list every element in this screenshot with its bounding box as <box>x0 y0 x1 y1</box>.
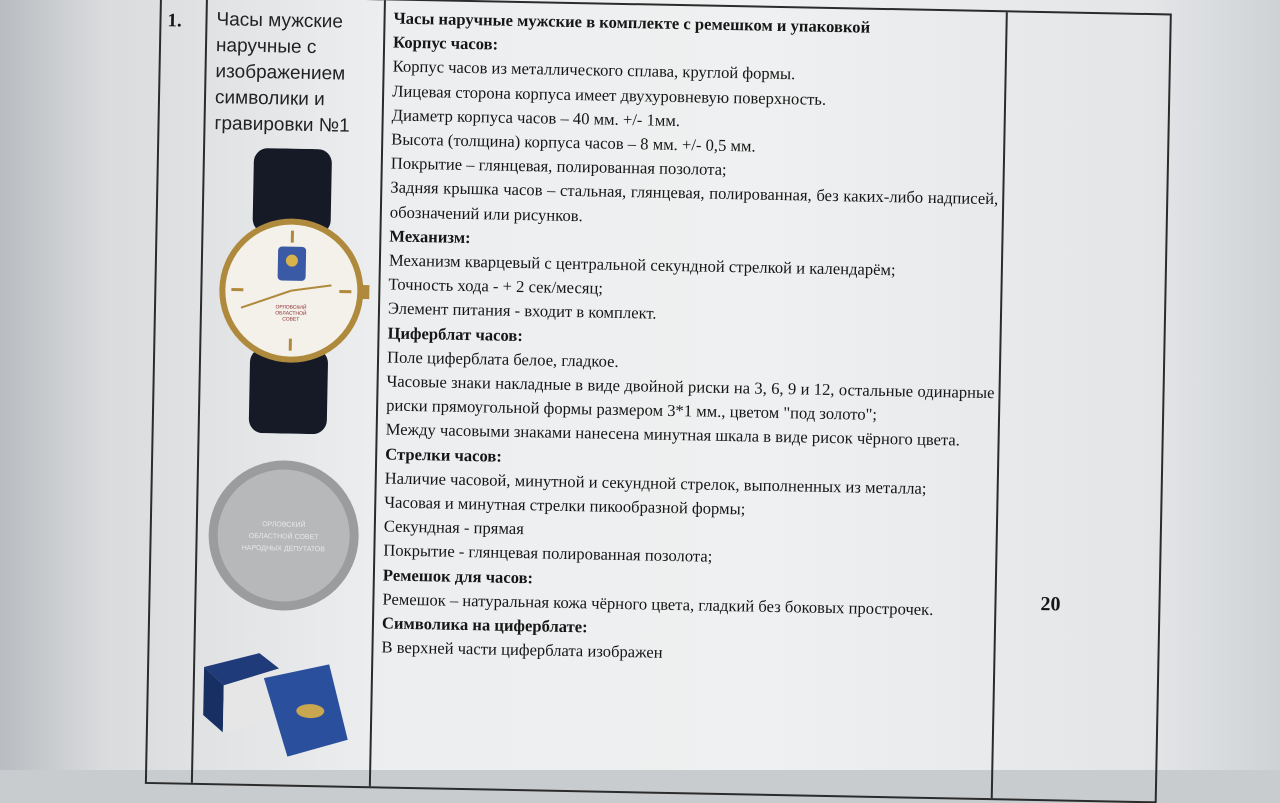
spec-line: Высота (толщина) корпуса часов – 8 мм. +/- 0,5 мм. <box>391 128 999 164</box>
quantity: 20 <box>1037 593 1061 799</box>
section-heading: Символика на циферблате: <box>382 612 990 648</box>
spec-line: Ремешок – натуральная кожа чёрного цвета, гладкий без боковых прострочек. <box>382 587 990 623</box>
spec-table <box>145 0 1172 803</box>
section-heading: Стрелки часов: <box>385 442 993 478</box>
spec-line: Часовые знаки накладные в виде двойной риски на 3, 6, 9 и 12, остальные одинарные риски прямоугольной формы размером 3*1 мм., цветом "под золото"; <box>386 370 995 430</box>
spec-line: Часовая и минутная стрелки пикообразной формы; <box>384 491 992 527</box>
spec-line: Покрытие – глянцевая, полированная позолота; <box>391 152 999 188</box>
dial-text-3: СОВЕТ <box>282 316 299 322</box>
spec-line: Задняя крышка часов – стальная, глянцевая, полированная, без каких-либо надписей, обозначений или рисунков. <box>390 176 999 236</box>
spec-line: Механизм кварцевый с центральной секундной стрелкой и календарём; <box>389 249 997 285</box>
spec-line: Секундная - прямая <box>384 515 992 551</box>
spec-line: Диаметр корпуса часов – 40 мм. +/- 1мм. <box>391 103 999 139</box>
spec-line: Корпус часов из металлического сплава, круглой формы. <box>392 55 1000 91</box>
spec-line: Между часовыми знаками нанесена минутная шкала в виде рисок чёрного цвета. <box>385 418 993 454</box>
section-heading: Ремешок для часов: <box>383 563 991 599</box>
dial-text-2: ОБЛАСТНОЙ <box>275 308 307 317</box>
case-back-photo <box>205 457 363 615</box>
case-back-text-1: ОРЛОВСКИЙ <box>262 519 306 529</box>
item-name: Часы мужские наручные с изображением символики и гравировки №1 <box>202 7 377 786</box>
case-back-text-2: ОБЛАСТНОЙ СОВЕТ <box>249 531 320 541</box>
case-back-text-3: НАРОДНЫХ ДЕПУТАТОВ <box>242 545 326 554</box>
spec-line: Элемент питания - входит в комплект. <box>388 297 996 333</box>
dial-text-1: ОРЛОВСКИЙ <box>275 302 307 311</box>
spec-line: В верхней части циферблата изображен <box>381 636 989 672</box>
section-heading: Корпус часов: <box>393 31 1001 67</box>
spec-line: Точность хода - + 2 сек/месяц; <box>388 273 996 309</box>
gift-box-photo <box>197 637 359 760</box>
spec-line: Наличие часовой, минутной и секундной стрелок, выполненных из металла; <box>385 466 993 502</box>
description-cell <box>379 7 1002 799</box>
section-heading: Циферблат часов: <box>387 321 995 357</box>
watch-photo <box>209 147 374 435</box>
spec-line: Лицевая сторона корпуса имеет двухуровневую поверхность. <box>392 79 1000 115</box>
spec-line: Поле циферблата белое, гладкое. <box>387 345 995 381</box>
row-number: 1. <box>153 10 208 783</box>
spec-line: Покрытие - глянцевая полированная позолота; <box>383 539 991 575</box>
section-heading: Часы наручные мужские в комплекте с ремешком и упаковкой <box>393 7 1001 43</box>
section-heading: Механизм: <box>389 224 997 260</box>
